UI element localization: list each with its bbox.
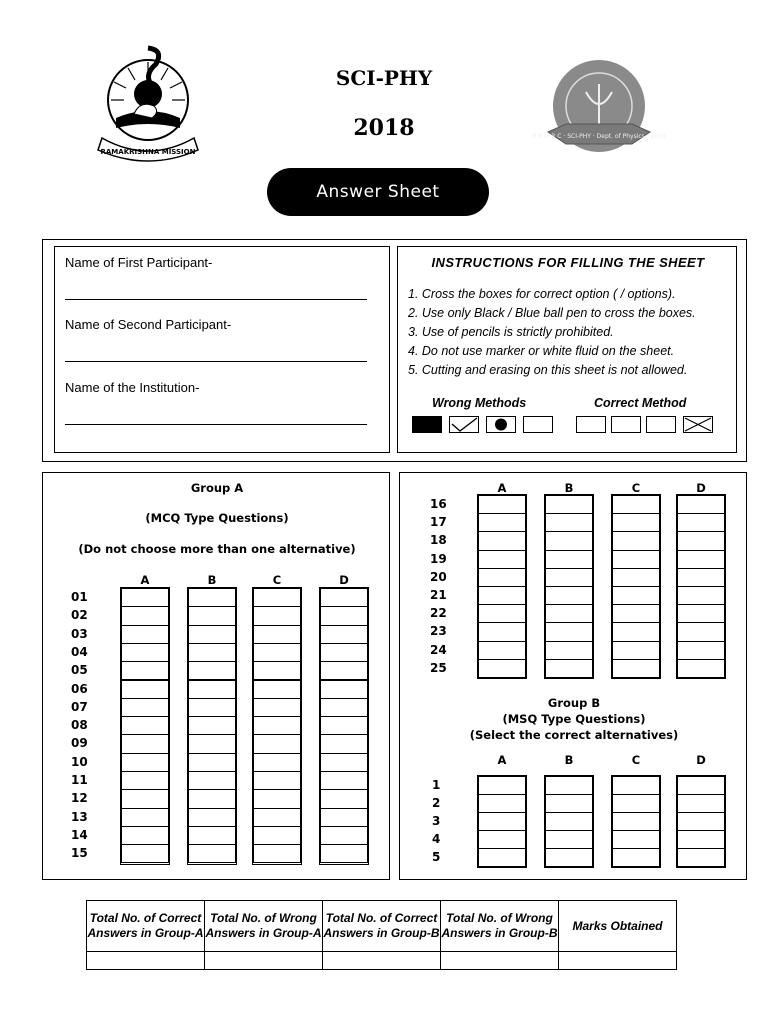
- answer-box-q15-c[interactable]: [253, 844, 301, 863]
- answer-box-q14-b[interactable]: [188, 826, 236, 845]
- question-number: 12: [71, 791, 88, 806]
- answer-box-q22-a[interactable]: [478, 604, 526, 623]
- group-b-note: (Select the correct alternatives): [469, 728, 679, 742]
- dot-box-example: [486, 416, 516, 433]
- question-number: 15: [71, 846, 88, 861]
- institution-field[interactable]: [65, 424, 367, 425]
- correct-a-value[interactable]: [87, 952, 205, 970]
- group-b-subtitle: (MSQ Type Questions): [502, 712, 646, 726]
- question-number: 03: [71, 626, 88, 641]
- question-number: 4: [432, 832, 441, 846]
- answer-box-q11-a[interactable]: [121, 771, 169, 790]
- answer-box-q08-c[interactable]: [253, 716, 301, 735]
- answer-box-q13-c[interactable]: [253, 808, 301, 827]
- cross-icon: [684, 417, 712, 432]
- answer-box-q01-a[interactable]: [121, 588, 169, 607]
- answer-box-q17-b[interactable]: [545, 513, 593, 532]
- group-a-continued-grid: [400, 473, 748, 683]
- answer-box-q13-a[interactable]: [121, 808, 169, 827]
- answer-box-q07-d[interactable]: [320, 698, 368, 717]
- event-year: 2018: [353, 115, 415, 141]
- question-number: 3: [432, 814, 441, 828]
- answer-box-q17-c[interactable]: [612, 513, 660, 532]
- marks-obtained-header: Marks Obtained: [559, 901, 677, 952]
- empty-box-example: [576, 416, 606, 433]
- question-number: 20: [430, 569, 447, 584]
- answer-box-q14-a[interactable]: [121, 826, 169, 845]
- question-number: 24: [430, 642, 447, 657]
- answer-box-q05-c[interactable]: [253, 661, 301, 680]
- tick-icon: [450, 417, 478, 432]
- question-number: 11: [71, 773, 88, 787]
- tick-box-example: [449, 416, 479, 433]
- question-number: 05: [71, 663, 88, 678]
- answer-box-q09-a[interactable]: [121, 734, 169, 753]
- answer-box-q16-b[interactable]: [545, 495, 593, 514]
- cross-box-example: [683, 416, 713, 433]
- answer-box-q16-d[interactable]: [677, 495, 725, 514]
- answer-box-q21-a[interactable]: [478, 586, 526, 605]
- answer-box-q02-b[interactable]: [188, 606, 236, 625]
- answer-box-q1-b[interactable]: [545, 776, 593, 795]
- answer-box-q23-a[interactable]: [478, 622, 526, 641]
- answer-box-q13-d[interactable]: [320, 808, 368, 827]
- answer-box-q11-d[interactable]: [320, 771, 368, 790]
- answer-box-q19-c[interactable]: [612, 550, 660, 569]
- group-a-panel: [42, 472, 390, 880]
- answer-box-q5-a[interactable]: [478, 848, 526, 867]
- answer-box-q06-c[interactable]: [253, 680, 301, 699]
- answer-box-q16-c[interactable]: [612, 495, 660, 514]
- column-header-b: B: [207, 573, 217, 587]
- answer-box-q22-b[interactable]: [545, 604, 593, 623]
- answer-box-q03-b[interactable]: [188, 625, 236, 644]
- question-number: 04: [71, 644, 88, 659]
- answer-box-q18-a[interactable]: [478, 531, 526, 550]
- answer-box-q09-b[interactable]: [188, 734, 236, 753]
- question-number: 09: [71, 736, 88, 751]
- answer-box-q2-a[interactable]: [478, 794, 526, 813]
- answer-box-q20-a[interactable]: [478, 568, 526, 587]
- second-participant-field[interactable]: [65, 361, 367, 362]
- answer-box-q25-d[interactable]: [677, 659, 725, 678]
- answer-box-q03-c[interactable]: [253, 625, 301, 644]
- correct-b-value[interactable]: [323, 952, 441, 970]
- answer-box-q19-d[interactable]: [677, 550, 725, 569]
- question-number: 01: [71, 590, 88, 604]
- column-header-c: C: [631, 753, 641, 767]
- question-number: 08: [71, 718, 88, 733]
- group-b-answer-grid: [400, 743, 748, 881]
- answer-box-q5-b[interactable]: [545, 848, 593, 867]
- answer-box-q07-b[interactable]: [188, 698, 236, 717]
- group-a-note: (Do not choose more than one alternative): [78, 542, 356, 556]
- answer-box-q15-d[interactable]: [320, 844, 368, 863]
- instruction-item: 1. Cross the boxes for correct option ( / options).: [408, 287, 676, 301]
- answer-box-q02-d[interactable]: [320, 606, 368, 625]
- answer-box-q18-c[interactable]: [612, 531, 660, 550]
- column-header-a: A: [140, 573, 150, 587]
- ramakrishna-mission-emblem: [94, 42, 206, 164]
- answer-box-q05-d[interactable]: [320, 661, 368, 680]
- question-number: 02: [71, 608, 88, 623]
- answer-box-q18-b[interactable]: [545, 531, 593, 550]
- answer-box-q06-d[interactable]: [320, 680, 368, 699]
- answer-box-q3-d[interactable]: [677, 812, 725, 831]
- answer-sheet-badge: Answer Sheet: [267, 168, 489, 216]
- answer-box-q19-a[interactable]: [478, 550, 526, 569]
- answer-box-q13-b[interactable]: [188, 808, 236, 827]
- wrong-a-header: Total No. of Wrong Answers in Group-A: [205, 901, 323, 952]
- question-number: 13: [71, 809, 88, 824]
- answer-box-q14-c[interactable]: [253, 826, 301, 845]
- column-header-b: B: [564, 753, 574, 767]
- answer-box-q08-a[interactable]: [121, 716, 169, 735]
- column-header-d: D: [696, 481, 706, 495]
- svg-text:R K M R C · SCI-PHY · Dept. of: R K M R C · SCI-PHY · Dept. of Physics · 2018: [532, 133, 666, 140]
- question-number: 22: [430, 606, 447, 621]
- answer-box-q2-c[interactable]: [612, 794, 660, 813]
- wrong-b-header: Total No. of Wrong Answers in Group-B: [441, 901, 559, 952]
- question-number: 06: [71, 681, 88, 696]
- answer-box-q24-c[interactable]: [612, 641, 660, 660]
- instruction-item: 4. Do not use marker or white fluid on the sheet.: [408, 344, 675, 358]
- group-a-title: Group A: [190, 481, 244, 495]
- correct-a-header: Total No. of Correct Answers in Group-A: [87, 901, 205, 952]
- answer-box-q20-d[interactable]: [677, 568, 725, 587]
- instruction-item: 5. Cutting and erasing on this sheet is not allowed.: [408, 363, 688, 377]
- column-header-a: A: [497, 753, 507, 767]
- answer-box-q17-d[interactable]: [677, 513, 725, 532]
- question-number: 10: [71, 754, 88, 769]
- empty-box-example: [611, 416, 641, 433]
- column-header-a: A: [497, 481, 507, 495]
- question-number: 21: [430, 588, 447, 602]
- answer-box-q02-a[interactable]: [121, 606, 169, 625]
- question-number: 2: [432, 796, 441, 810]
- sci-phy-seal: [532, 58, 666, 158]
- question-number: 07: [71, 699, 88, 714]
- question-number: 17: [430, 515, 447, 530]
- question-number: 23: [430, 624, 447, 639]
- question-number: 16: [430, 497, 447, 511]
- instruction-item: 2. Use only Black / Blue ball pen to cross the boxes.: [408, 306, 696, 320]
- answer-box-q09-c[interactable]: [253, 734, 301, 753]
- column-header-d: D: [339, 573, 349, 587]
- answer-box-q18-d[interactable]: [677, 531, 725, 550]
- group-b-title: Group B: [547, 696, 601, 710]
- column-header-c: C: [631, 481, 641, 495]
- answer-box-q02-c[interactable]: [253, 606, 301, 625]
- marks-obtained-value[interactable]: [559, 952, 677, 970]
- answer-box-q4-d[interactable]: [677, 830, 725, 849]
- question-number: 5: [432, 850, 441, 864]
- totals-table: [86, 900, 677, 970]
- answer-box-q10-c[interactable]: [253, 753, 301, 772]
- column-header-b: B: [564, 481, 574, 495]
- answer-box-q23-d[interactable]: [677, 622, 725, 641]
- answer-box-q01-b[interactable]: [188, 588, 236, 607]
- answer-box-q17-a[interactable]: [478, 513, 526, 532]
- answer-box-q3-c[interactable]: [612, 812, 660, 831]
- answer-box-q3-b[interactable]: [545, 812, 593, 831]
- answer-box-q21-d[interactable]: [677, 586, 725, 605]
- question-number: 1: [432, 778, 441, 792]
- second-participant-label: Name of Second Participant-: [65, 317, 232, 332]
- answer-box-q1-d[interactable]: [677, 776, 725, 795]
- answer-box-q10-d[interactable]: [320, 753, 368, 772]
- answer-box-q05-a[interactable]: [121, 661, 169, 680]
- answer-box-q25-b[interactable]: [545, 659, 593, 678]
- right-logo: [532, 58, 666, 158]
- answer-box-q21-c[interactable]: [612, 586, 660, 605]
- answer-box-q3-a[interactable]: [478, 812, 526, 831]
- answer-box-q24-a[interactable]: [478, 641, 526, 660]
- answer-box-q11-c[interactable]: [253, 771, 301, 790]
- participant-details: [54, 246, 390, 453]
- empty-box-example: [523, 416, 553, 433]
- answer-box-q25-c[interactable]: [612, 659, 660, 678]
- answer-box-q06-b[interactable]: [188, 680, 236, 699]
- group-a-subtitle: (MCQ Type Questions): [145, 511, 289, 525]
- answer-box-q04-b[interactable]: [188, 643, 236, 662]
- answer-box-q12-c[interactable]: [253, 789, 301, 808]
- answer-box-q20-c[interactable]: [612, 568, 660, 587]
- question-number: 18: [430, 533, 447, 548]
- column-header-d: D: [696, 753, 706, 767]
- totals-value-row: [87, 952, 677, 970]
- svg-text:RAMAKRISHNA MISSION: RAMAKRISHNA MISSION: [100, 148, 196, 156]
- instructions-panel: [397, 246, 737, 453]
- answer-box-q22-c[interactable]: [612, 604, 660, 623]
- answer-box-q12-d[interactable]: [320, 789, 368, 808]
- answer-box-q15-a[interactable]: [121, 844, 169, 863]
- totals-header-row: [87, 901, 677, 952]
- answer-box-q1-c[interactable]: [612, 776, 660, 795]
- wrong-methods-label: Wrong Methods: [432, 396, 527, 410]
- answer-box-q23-c[interactable]: [612, 622, 660, 641]
- answer-box-q24-d[interactable]: [677, 641, 725, 660]
- answer-box-q4-a[interactable]: [478, 830, 526, 849]
- answer-box-q2-b[interactable]: [545, 794, 593, 813]
- answer-box-q19-b[interactable]: [545, 550, 593, 569]
- answer-box-q4-c[interactable]: [612, 830, 660, 849]
- answer-box-q20-b[interactable]: [545, 568, 593, 587]
- institution-label: Name of the Institution-: [65, 380, 200, 395]
- answer-box-q07-c[interactable]: [253, 698, 301, 717]
- correct-b-header: Total No. of Correct Answers in Group-B: [323, 901, 441, 952]
- answer-box-q01-d[interactable]: [320, 588, 368, 607]
- question-number: 14: [71, 827, 88, 842]
- answer-box-q14-d[interactable]: [320, 826, 368, 845]
- group-a-answer-grid: [43, 473, 391, 881]
- answer-box-q08-d[interactable]: [320, 716, 368, 735]
- answer-box-q22-d[interactable]: [677, 604, 725, 623]
- instructions-title: INSTRUCTIONS FOR FILLING THE SHEET: [431, 255, 705, 270]
- answer-box-q04-d[interactable]: [320, 643, 368, 662]
- left-logo: [94, 42, 206, 164]
- answer-box-q01-c[interactable]: [253, 588, 301, 607]
- event-title: SCI-PHY: [335, 66, 433, 90]
- answer-box-q24-b[interactable]: [545, 641, 593, 660]
- answer-box-q16-a[interactable]: [478, 495, 526, 514]
- answer-box-q03-d[interactable]: [320, 625, 368, 644]
- answer-box-q1-a[interactable]: [478, 776, 526, 795]
- answer-box-q10-b[interactable]: [188, 753, 236, 772]
- answer-box-q21-b[interactable]: [545, 586, 593, 605]
- question-number: 25: [430, 660, 447, 675]
- answer-box-q03-a[interactable]: [121, 625, 169, 644]
- answer-box-q08-b[interactable]: [188, 716, 236, 735]
- answer-box-q4-b[interactable]: [545, 830, 593, 849]
- answer-box-q04-c[interactable]: [253, 643, 301, 662]
- wrong-b-value[interactable]: [441, 952, 559, 970]
- answer-box-q23-b[interactable]: [545, 622, 593, 641]
- answer-box-q12-a[interactable]: [121, 789, 169, 808]
- answer-box-q04-a[interactable]: [121, 643, 169, 662]
- answer-box-q2-d[interactable]: [677, 794, 725, 813]
- answer-box-q15-b[interactable]: [188, 844, 236, 863]
- first-participant-label: Name of First Participant-: [65, 255, 213, 270]
- correct-method-label: Correct Method: [594, 396, 687, 410]
- question-number: 19: [430, 551, 447, 566]
- column-header-c: C: [272, 573, 282, 587]
- answer-box-q25-a[interactable]: [478, 659, 526, 678]
- first-participant-field[interactable]: [65, 299, 367, 300]
- answer-box-q11-b[interactable]: [188, 771, 236, 790]
- answer-box-q07-a[interactable]: [121, 698, 169, 717]
- wrong-a-value[interactable]: [205, 952, 323, 970]
- answer-box-q09-d[interactable]: [320, 734, 368, 753]
- empty-box-example: [646, 416, 676, 433]
- instruction-item: 3. Use of pencils is strictly prohibited.: [408, 325, 614, 339]
- dot-icon: [487, 417, 515, 432]
- answer-box-q05-b[interactable]: [188, 661, 236, 680]
- answer-box-q06-a[interactable]: [121, 680, 169, 699]
- answer-box-q5-d[interactable]: [677, 848, 725, 867]
- filled-box-example: [412, 416, 442, 433]
- answer-box-q10-a[interactable]: [121, 753, 169, 772]
- answer-panel-right: [399, 472, 747, 880]
- answer-box-q5-c[interactable]: [612, 848, 660, 867]
- answer-box-q12-b[interactable]: [188, 789, 236, 808]
